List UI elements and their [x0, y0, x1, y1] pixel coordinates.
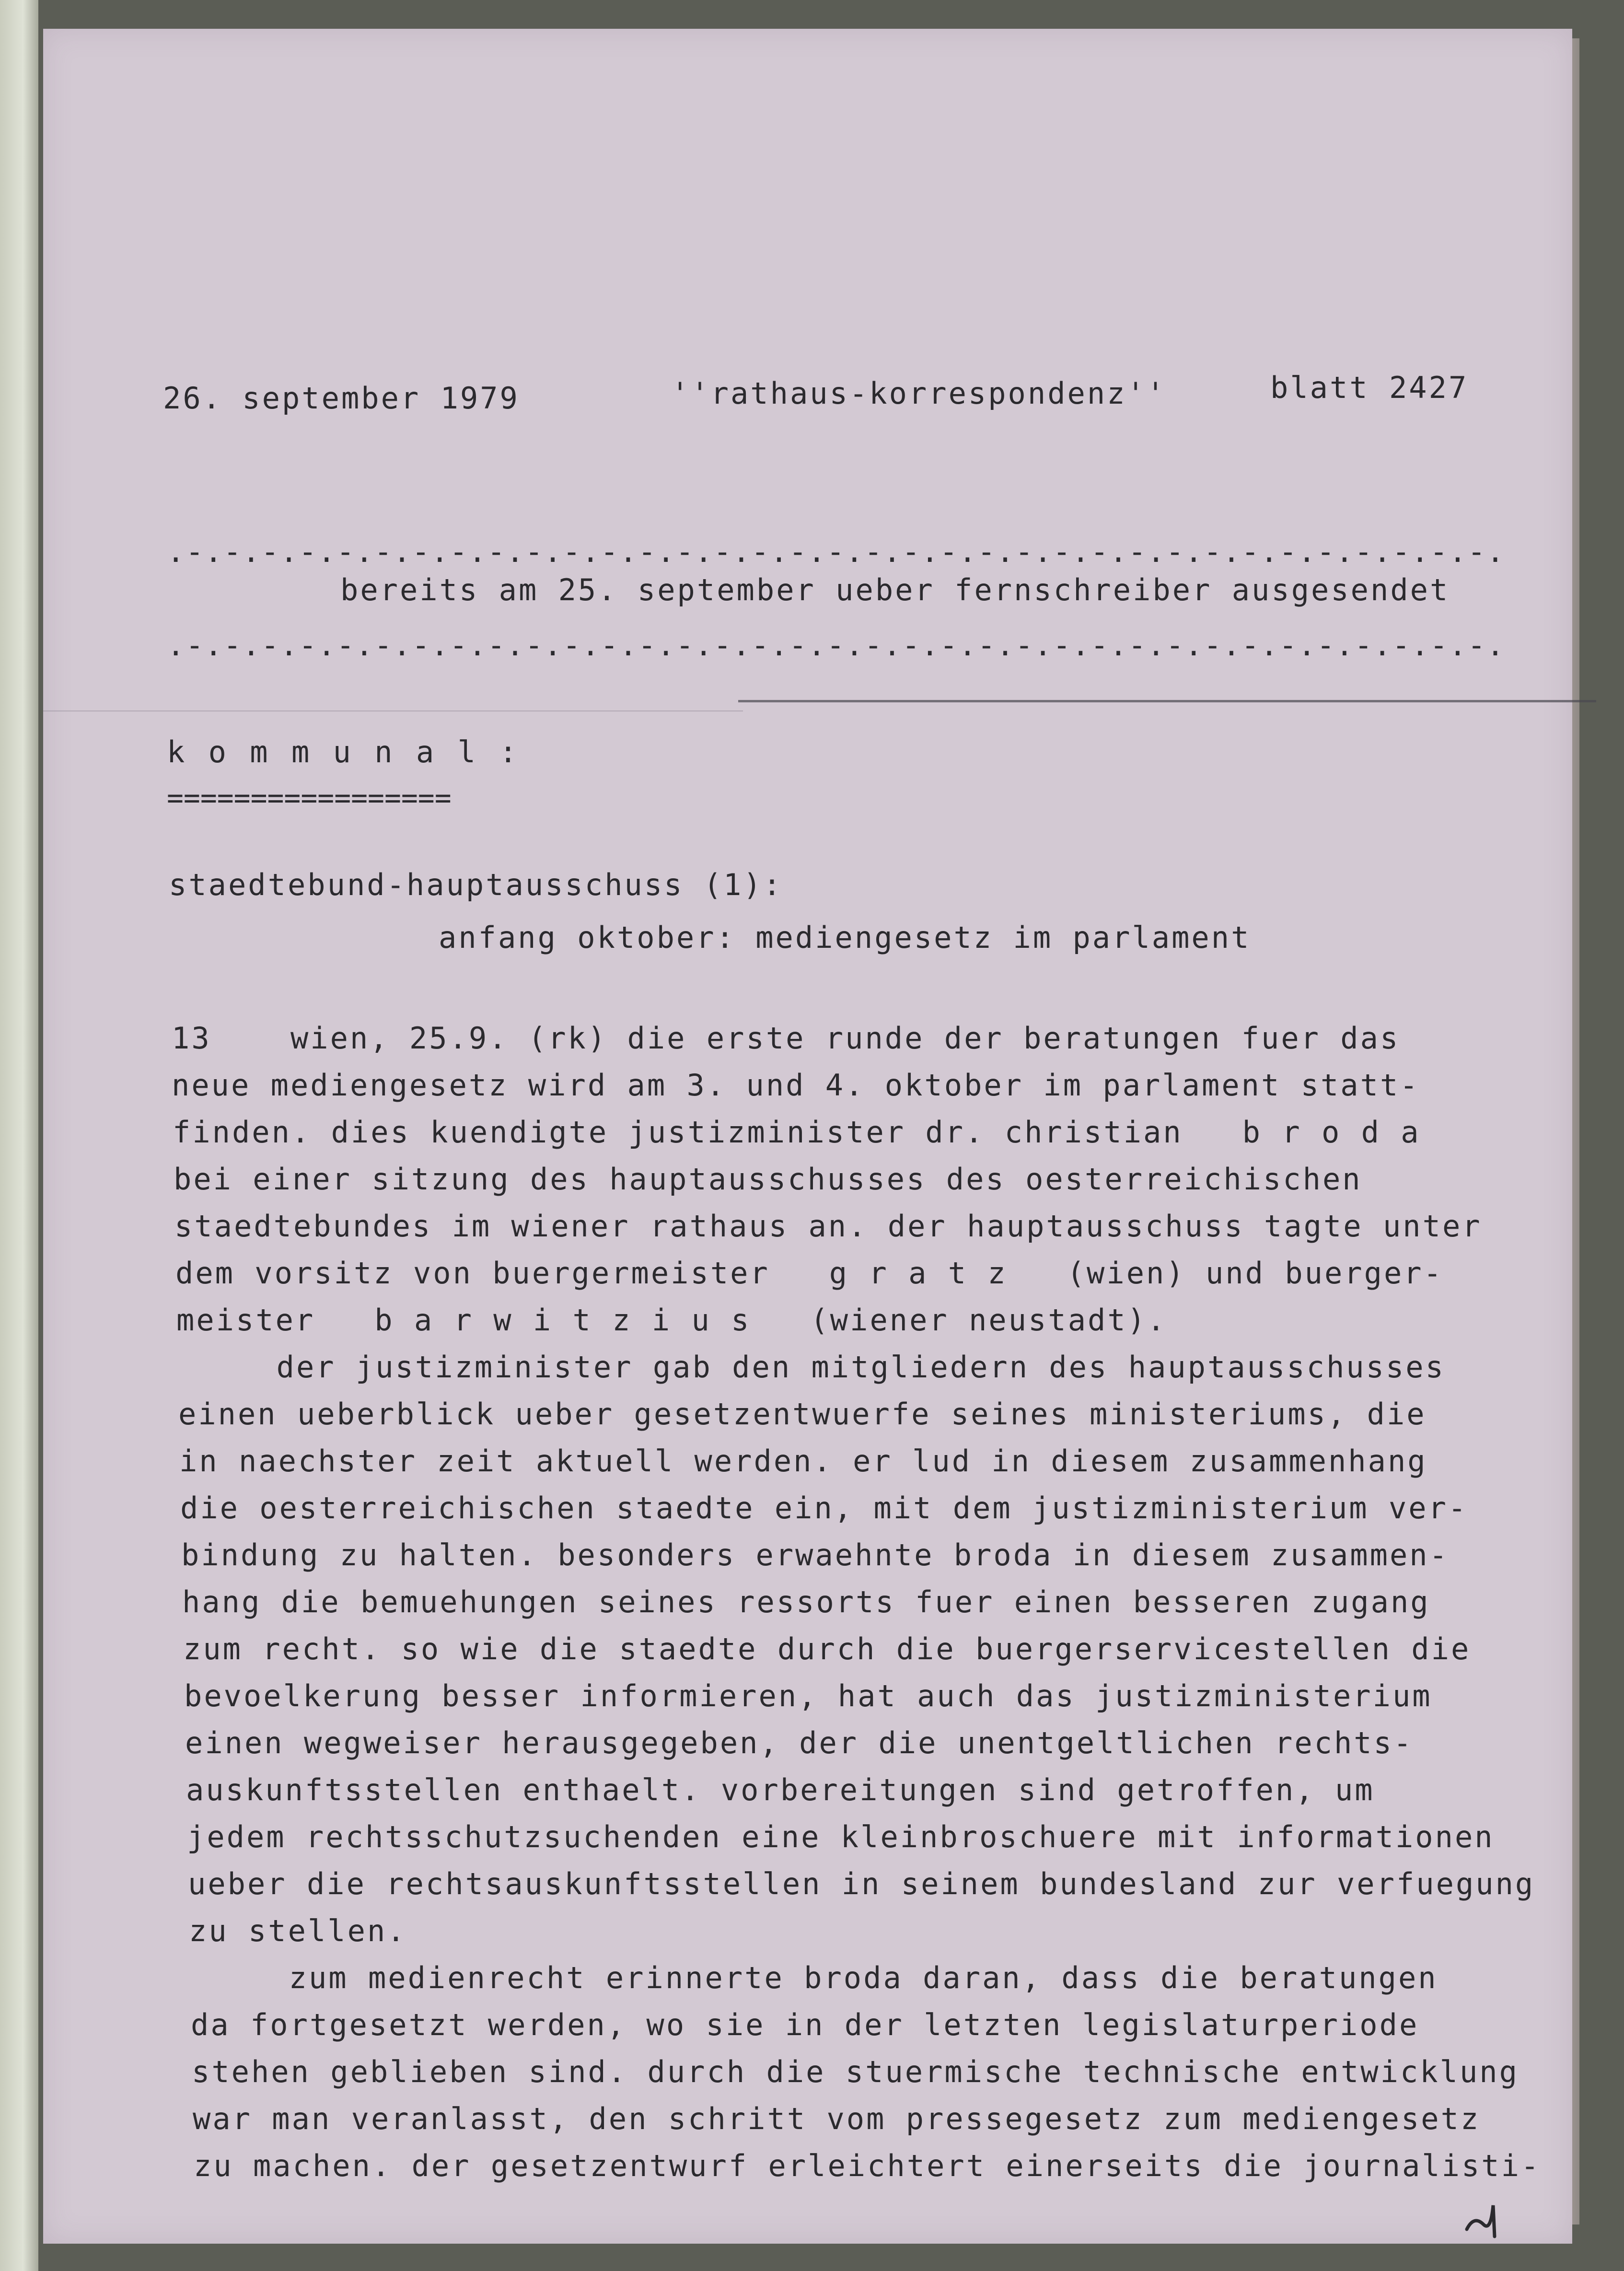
body-line: einen wegweiser herausgegeben, der die unentgeltlichen rechts-	[185, 1725, 1414, 1760]
body-line: hang die bemuehungen seines ressorts fuer einen besseren zugang	[182, 1584, 1430, 1619]
binder-edge	[0, 0, 38, 2271]
section-title: k o m m u n a l :	[167, 734, 520, 769]
headline-2: anfang oktober: mediengesetz im parlament	[439, 920, 1251, 955]
body-line: 13 wien, 25.9. (rk) die erste runde der beratungen fuer das	[172, 1021, 1400, 1056]
body-line: die oesterreichischen staedte ein, mit dem justizministerium ver-	[180, 1491, 1468, 1526]
body-line: einen ueberblick ueber gesetzentwuerfe seines ministeriums, die	[178, 1397, 1427, 1432]
dash-line-top: .-.-.-.-.-.-.-.-.-.-.-.-.-.-.-.-.-.-.-.-.-.-.-.-.-.-.-.-.-.-.-.-.-.-.-.	[167, 534, 1506, 569]
body-line: zum recht. so wie die staedte durch die buergerservicestellen die	[183, 1631, 1471, 1666]
dash-line-bottom: .-.-.-.-.-.-.-.-.-.-.-.-.-.-.-.-.-.-.-.-.-.-.-.-.-.-.-.-.-.-.-.-.-.-.-.	[167, 628, 1506, 663]
body-line: finden. dies kuendigte justizminister dr. christian b r o d a	[173, 1115, 1421, 1150]
paper-fold-line	[43, 710, 743, 711]
header-publication: ''rathaus-korrespondenz''	[671, 376, 1167, 411]
body-line: bevoelkerung besser informieren, hat auch das justizministerium	[184, 1678, 1432, 1713]
section-underline: =================	[167, 781, 452, 814]
body-line: bindung zu halten. besonders erwaehnte broda in diesem zusammen-	[181, 1537, 1449, 1572]
body-line: dem vorsitz von buergermeister g r a t z (wien) und buerger-	[175, 1256, 1443, 1291]
body-line: staedtebundes im wiener rathaus an. der hauptausschuss tagte unter	[174, 1209, 1482, 1244]
body-line: zum medienrecht erinnerte broda daran, dass die beratungen	[190, 1960, 1438, 1995]
body-line: jedem rechtsschutzsuchenden eine kleinbroschuere mit informationen	[187, 1819, 1495, 1854]
body-line: meister b a r w i t z i u s (wiener neustadt).	[176, 1303, 1167, 1338]
body-line: ueber die rechtsauskunftsstellen in seinem bundesland zur verfuegung	[188, 1866, 1535, 1901]
header-sheet: blatt 2427	[1270, 370, 1469, 405]
body-line: neue mediengesetz wird am 3. und 4. oktober im parlament statt-	[172, 1068, 1420, 1103]
body-line: war man veranlasst, den schritt vom pressegesetz zum mediengesetz	[193, 2101, 1481, 2136]
body-line: auskunftsstellen enthaelt. vorbereitungen sind getroffen, um	[186, 1772, 1375, 1807]
body-line: bei einer sitzung des hauptausschusses des oesterreichischen	[174, 1162, 1362, 1197]
body-line: stehen geblieben sind. durch die stuermische technische entwicklung	[192, 2054, 1519, 2089]
body-line: der justizminister gab den mitgliedern des hauptausschusses	[177, 1350, 1445, 1385]
body-line: zu stellen.	[189, 1913, 407, 1948]
notice-text: bereits am 25. september ueber fernschreiber ausgesendet	[340, 572, 1450, 607]
body-line: zu machen. der gesetzentwurf erleichtert einerseits die journalisti-	[194, 2148, 1541, 2183]
document-page	[43, 29, 1572, 2244]
body-line: da fortgesetzt werden, wo sie in der letzten legislaturperiode	[191, 2007, 1419, 2042]
separator-rule	[738, 700, 1596, 702]
continuation-mark-icon	[1457, 2196, 1510, 2239]
header-date: 26. september 1979	[163, 381, 520, 416]
headline-1: staedtebund-hauptausschuss (1):	[169, 867, 783, 902]
body-line: in naechster zeit aktuell werden. er lud in diesem zusammenhang	[179, 1444, 1427, 1479]
